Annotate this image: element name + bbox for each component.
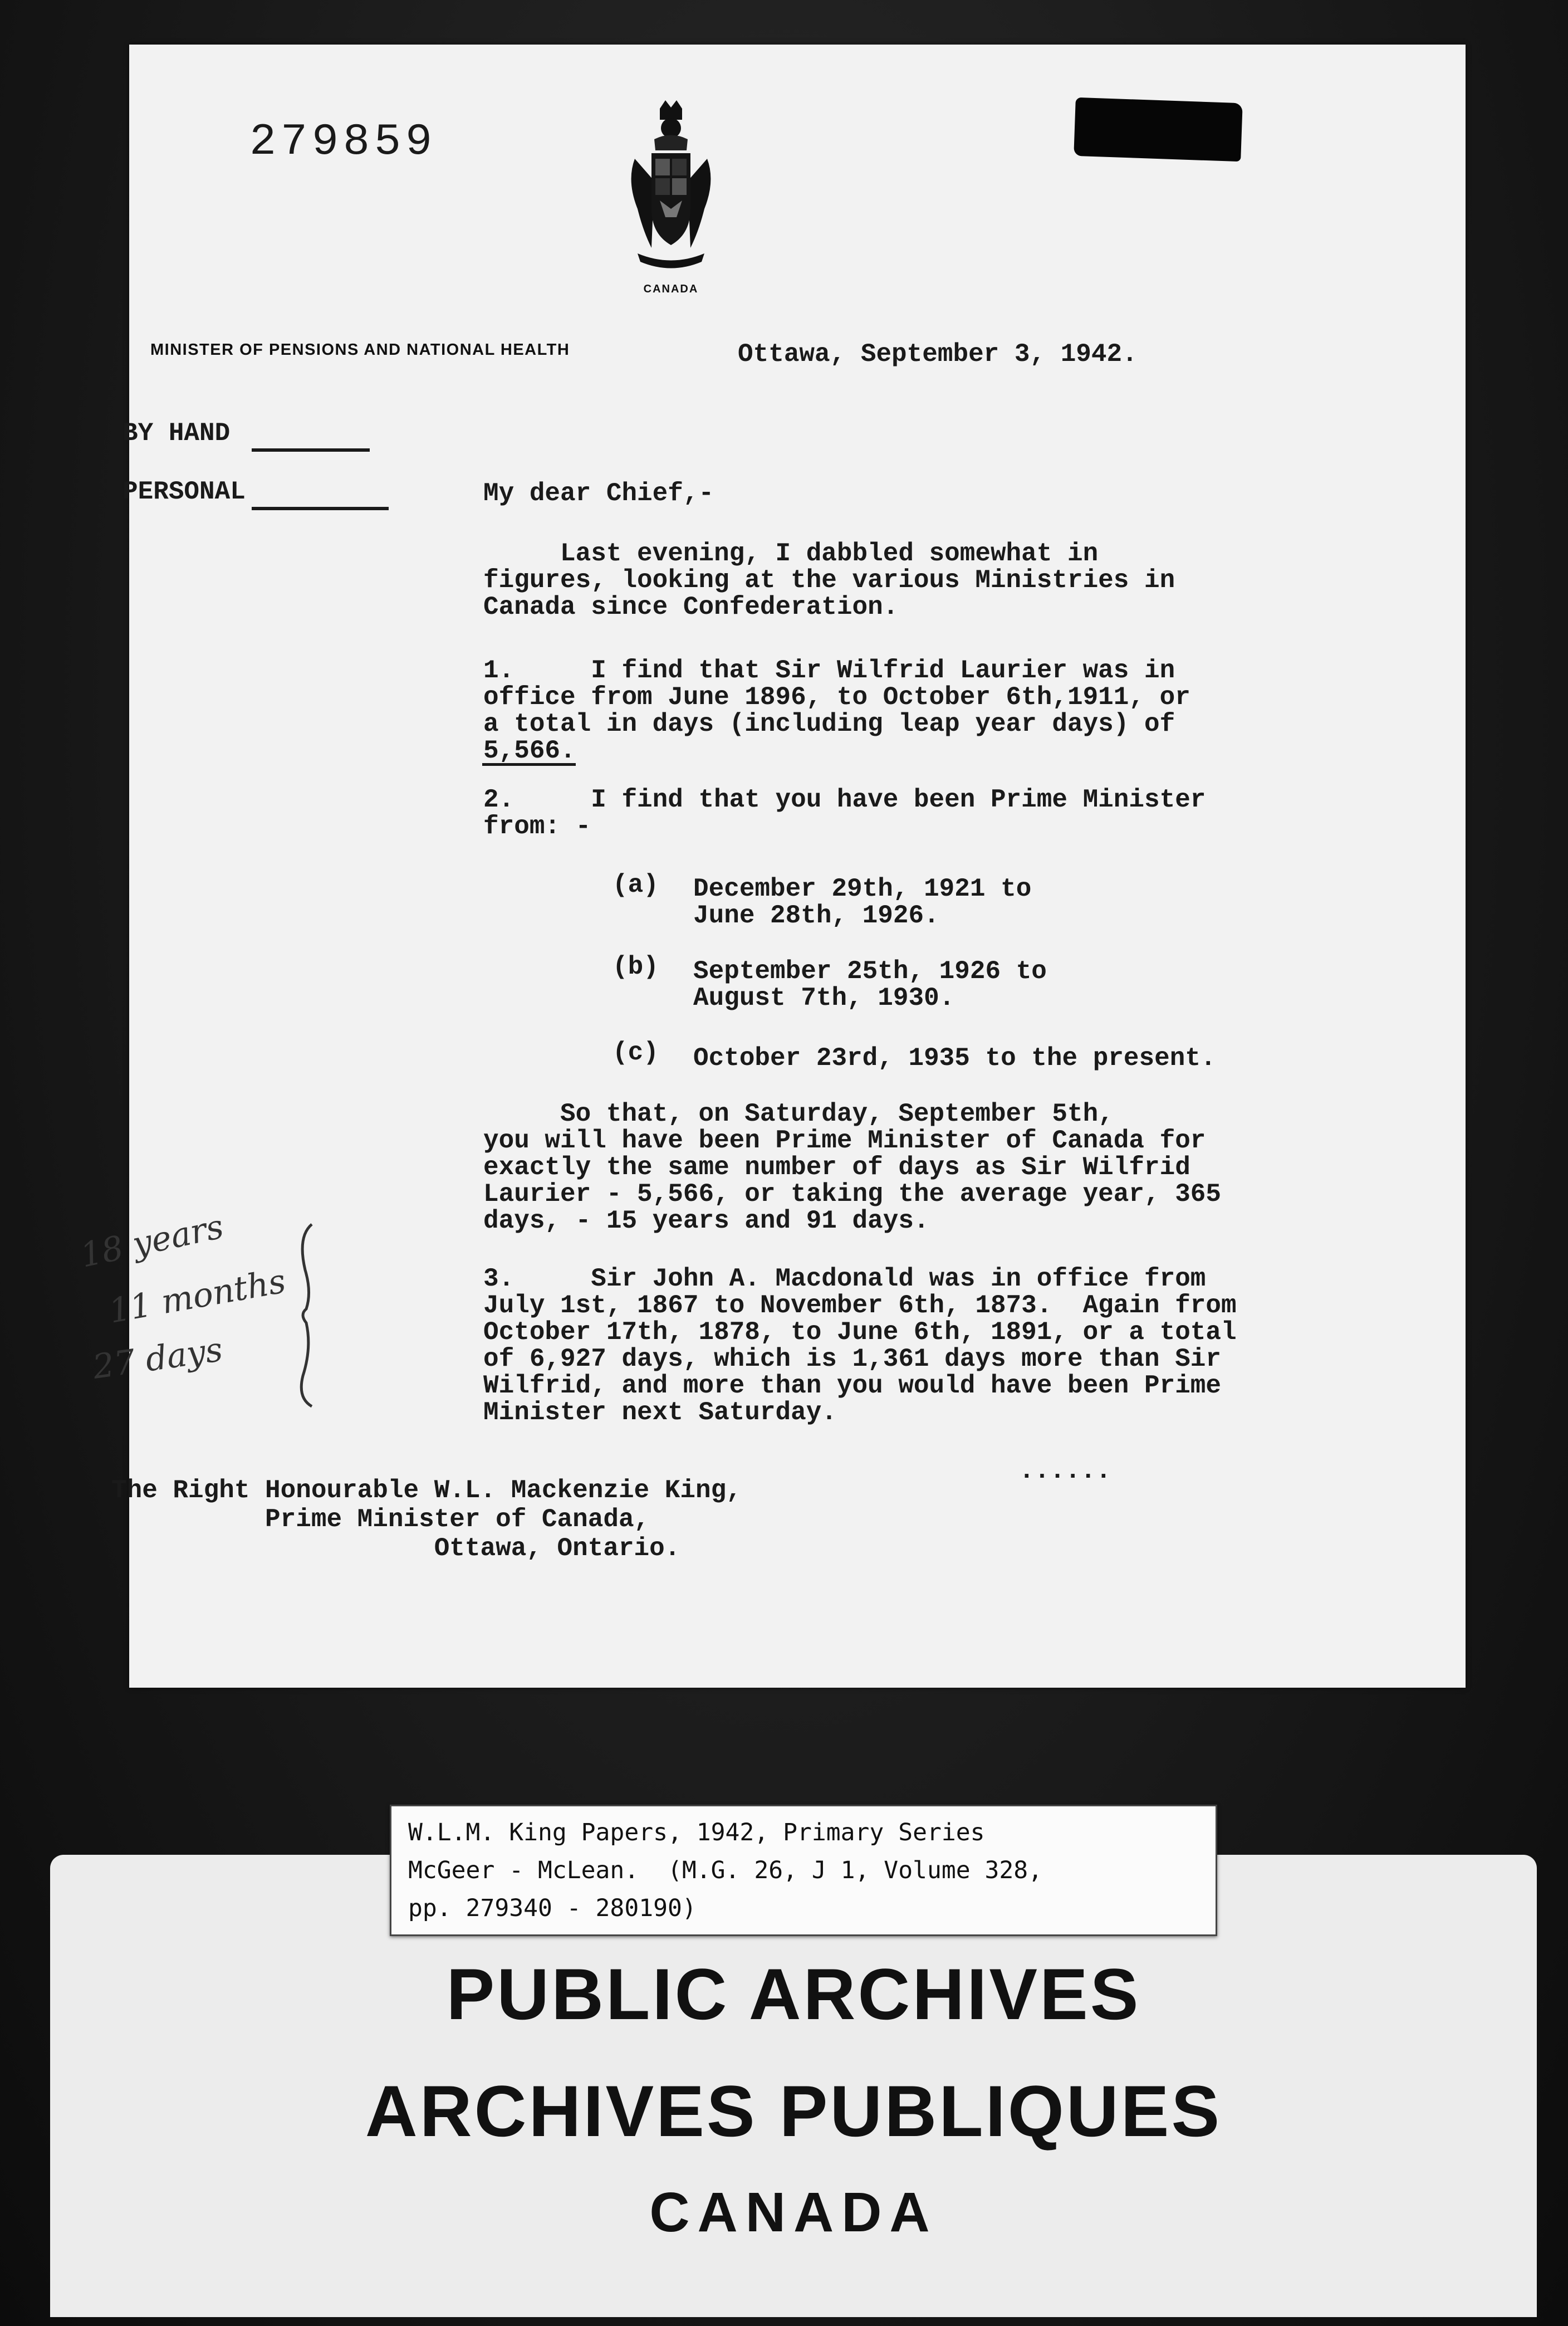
point1-line-4: 5,566. bbox=[483, 736, 576, 765]
handwritten-brace bbox=[290, 1220, 329, 1409]
period-a-line-1: December 29th, 1921 to bbox=[693, 874, 1032, 903]
point2-line-1: 2. I find that you have been Prime Minister bbox=[483, 785, 1206, 814]
period-c-line-1: October 23rd, 1935 to the present. bbox=[693, 1044, 1216, 1073]
closing-dots: ...... bbox=[1019, 1457, 1111, 1485]
coat-of-arms-label: CANADA bbox=[643, 283, 699, 295]
dateline: Ottawa, September 3, 1942. bbox=[738, 340, 1138, 369]
archives-title-french: ARCHIVES PUBLIQUES bbox=[365, 2070, 1222, 2152]
intro-line-2: figures, looking at the various Ministries in bbox=[483, 566, 1175, 595]
period-a-label: (a) bbox=[612, 871, 659, 900]
addressee-line-1: The Right Honourable W.L. Mackenzie King, bbox=[111, 1476, 742, 1505]
document-number: 279859 bbox=[249, 117, 437, 168]
period-b-line-2: August 7th, 1930. bbox=[693, 984, 955, 1013]
point3-line-5: Wilfrid, and more than you would have been Prime bbox=[483, 1371, 1222, 1400]
period-b-line-1: September 25th, 1926 to bbox=[693, 957, 1047, 986]
personal-tag: PERSONAL bbox=[122, 477, 246, 506]
conclusion-line-3: exactly the same number of days as Sir Wilfrid bbox=[483, 1153, 1190, 1182]
point2-line-2: from: - bbox=[483, 812, 591, 841]
citation-line-1: W.L.M. King Papers, 1942, Primary Series bbox=[408, 1819, 985, 1846]
point1-line-1: 1. I find that Sir Wilfrid Laurier was in bbox=[483, 656, 1175, 685]
salutation: My dear Chief,- bbox=[483, 479, 714, 508]
period-a-line-2: June 28th, 1926. bbox=[693, 901, 939, 930]
intro-line-3: Canada since Confederation. bbox=[483, 593, 899, 622]
point1-line-3: a total in days (including leap year days) of bbox=[483, 710, 1175, 739]
by-hand-tag: BY HAND bbox=[122, 419, 231, 448]
handwritten-note bbox=[77, 1207, 289, 1401]
point3-line-2: July 1st, 1867 to November 6th, 1873. Again from bbox=[483, 1291, 1237, 1320]
redaction-mark bbox=[1074, 97, 1242, 162]
archives-title-english: PUBLIC ARCHIVES bbox=[446, 1953, 1141, 2035]
period-b-label: (b) bbox=[612, 952, 659, 981]
conclusion-line-2: you will have been Prime Minister of Canada for bbox=[483, 1126, 1206, 1155]
conclusion-line-4: Laurier - 5,566, or taking the average year, 365 bbox=[483, 1180, 1222, 1209]
handwritten-note-line-1: 18 years bbox=[77, 1207, 227, 1276]
point3-line-6: Minister next Saturday. bbox=[483, 1398, 837, 1427]
citation-line-3: pp. 279340 - 280190) bbox=[408, 1894, 697, 1922]
point3-line-1: 3. Sir John A. Macdonald was in office from bbox=[483, 1264, 1206, 1293]
letter-page bbox=[129, 45, 1466, 1688]
coat-of-arms-icon bbox=[621, 97, 721, 281]
handwritten-note-line-2: 11 months bbox=[106, 1262, 289, 1331]
point3-line-4: of 6,927 days, which is 1,361 days more than Sir bbox=[483, 1345, 1222, 1374]
addressee-line-3: Ottawa, Ontario. bbox=[111, 1534, 680, 1563]
handwritten-note-line-3: 27 days bbox=[90, 1330, 226, 1387]
archives-country: CANADA bbox=[649, 2181, 938, 2244]
point3-line-3: October 17th, 1878, to June 6th, 1891, or a total bbox=[483, 1318, 1237, 1347]
by-hand-underline bbox=[252, 448, 370, 452]
period-c-label: (c) bbox=[612, 1038, 659, 1067]
point1-line-2: office from June 1896, to October 6th,1911, or bbox=[483, 683, 1190, 712]
conclusion-line-5: days, - 15 years and 91 days. bbox=[483, 1206, 929, 1235]
conclusion-line-1: So that, on Saturday, September 5th, bbox=[483, 1100, 1114, 1128]
addressee-line-2: Prime Minister of Canada, bbox=[111, 1505, 650, 1534]
citation-line-2: McGeer - McLean. (M.G. 26, J 1, Volume 328, bbox=[408, 1856, 1043, 1884]
ministry-heading: MINISTER OF PENSIONS AND NATIONAL HEALTH bbox=[150, 341, 570, 359]
citation-label bbox=[390, 1805, 1217, 1936]
personal-underline bbox=[252, 507, 389, 510]
intro-line-1: Last evening, I dabbled somewhat in bbox=[483, 539, 1099, 568]
total-underline bbox=[482, 763, 576, 766]
